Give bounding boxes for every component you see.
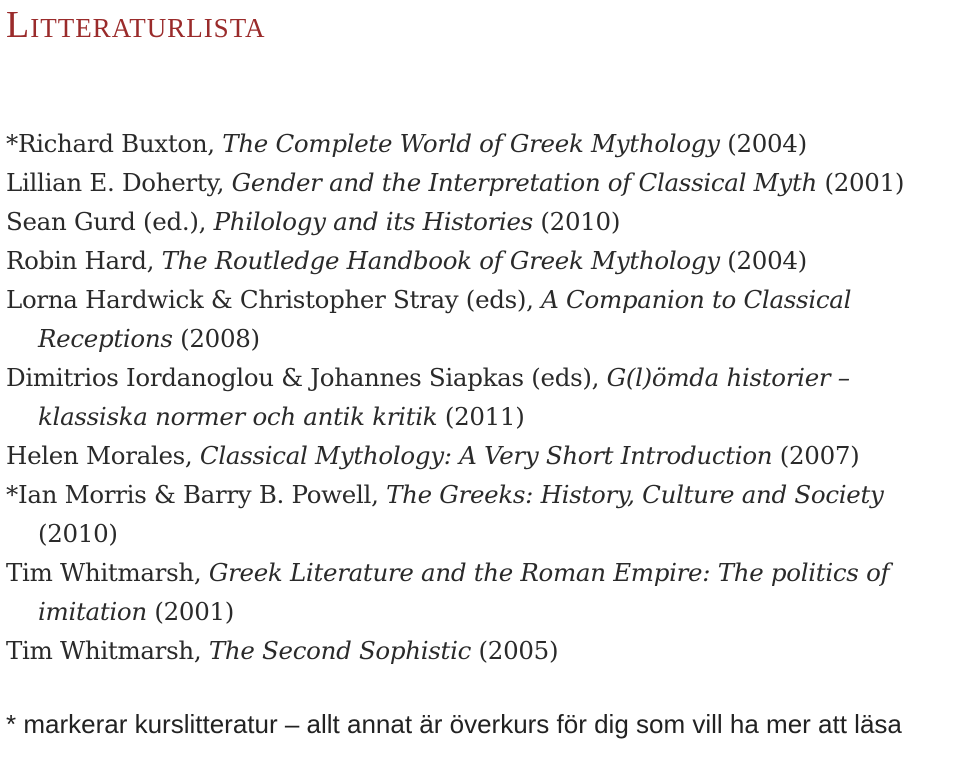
reference-author: Dimitrios Iordanoglou & Johannes Siapkas (eds), bbox=[6, 363, 607, 392]
reference-item bbox=[6, 358, 958, 436]
reference-title: The Greeks: History, Culture and Society bbox=[386, 480, 884, 509]
reference-year: (2004) bbox=[719, 129, 807, 158]
reference-title: G(l)ömda historier – klassiska normer och antik kritik bbox=[38, 363, 850, 431]
reference-title: The Routledge Handbook of Greek Mythology bbox=[161, 246, 720, 275]
reference-title: Philology and its Histories bbox=[213, 207, 533, 236]
reference-item bbox=[6, 241, 958, 280]
reference-year: (2011) bbox=[437, 402, 525, 431]
reference-title: A Companion to Classical Receptions bbox=[38, 285, 852, 353]
reference-title: The Second Sophistic bbox=[208, 636, 472, 665]
reference-title: Greek Literature and the Roman Empire: The politics of imitation bbox=[38, 558, 890, 626]
reference-author: Tim Whitmarsh, bbox=[6, 636, 209, 665]
reference-author: *Ian Morris & Barry B. Powell, bbox=[6, 480, 387, 509]
reference-author: Lorna Hardwick & Christopher Stray (eds), bbox=[6, 285, 542, 314]
reference-author: Robin Hard, bbox=[6, 246, 162, 275]
reference-item bbox=[6, 553, 958, 631]
reference-year: (2004) bbox=[719, 246, 807, 275]
reference-year: (2001) bbox=[816, 168, 905, 197]
reference-item bbox=[6, 475, 958, 553]
reference-author: Lillian E. Doherty, bbox=[6, 168, 232, 197]
reference-list bbox=[6, 124, 958, 670]
reference-year: (2001) bbox=[146, 597, 235, 626]
reference-year: (2005) bbox=[471, 636, 559, 665]
reference-year: (2008) bbox=[172, 324, 260, 353]
footnote: * markerar kurslitteratur – allt annat är överkurs för dig som vill ha mer att läsa bbox=[6, 709, 902, 739]
page-title: Litteraturlista bbox=[6, 4, 266, 46]
reference-author: *Richard Buxton, bbox=[6, 129, 223, 158]
reference-item bbox=[6, 163, 958, 202]
reference-item bbox=[6, 436, 958, 475]
reference-item bbox=[6, 631, 958, 670]
reference-title: Gender and the Interpretation of Classical Myth bbox=[231, 168, 817, 197]
reference-author: Helen Morales, bbox=[6, 441, 200, 470]
reference-year: (2007) bbox=[772, 441, 860, 470]
reference-title: Classical Mythology: A Very Short Introduction bbox=[199, 441, 773, 470]
reference-item bbox=[6, 124, 958, 163]
reference-author: Sean Gurd (ed.), bbox=[6, 207, 214, 236]
reference-title: The Complete World of Greek Mythology bbox=[222, 129, 720, 158]
reference-item bbox=[6, 202, 958, 241]
reference-author: Tim Whitmarsh, bbox=[6, 558, 209, 587]
reference-year: (2010) bbox=[38, 519, 118, 548]
reference-year: (2010) bbox=[532, 207, 621, 236]
reference-item bbox=[6, 280, 958, 358]
